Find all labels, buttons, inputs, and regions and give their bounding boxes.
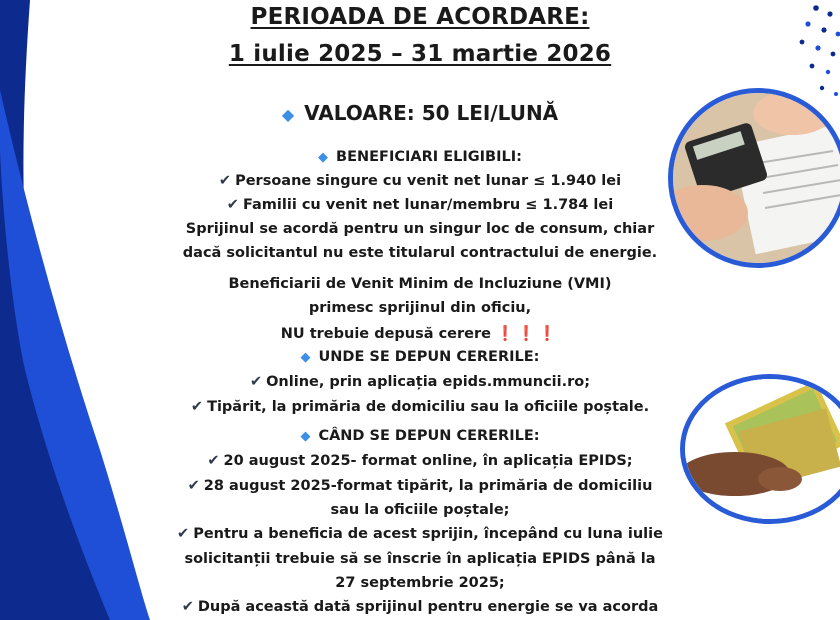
- eligible-note: Sprijinul se acordă pentru un singur loc de consum, chiar: [185, 221, 655, 237]
- diamond-bullet-icon: ◆: [281, 105, 295, 124]
- where-item: ✔ Online, prin aplicația epids.mmuncii.ro;: [249, 374, 591, 390]
- vmi-line: primesc sprijinul din oficiu,: [308, 300, 532, 316]
- check-icon: ✔: [226, 197, 239, 213]
- when-item-continued: solicitanții trebuie să se înscrie în aplicația EPIDS până la: [184, 551, 656, 567]
- check-icon: ✔: [190, 399, 204, 415]
- check-icon: ✔: [249, 374, 263, 390]
- diamond-bullet-icon: ◆: [300, 429, 311, 444]
- eligible-heading-line: [0, 149, 840, 165]
- diamond-bullet-icon: ◆: [318, 150, 329, 165]
- period-heading: PERIOADA DE ACORDARE:: [250, 4, 590, 30]
- when-item: ✔ După această dată sprijinul pentru energie se va acorda: [181, 599, 659, 615]
- vmi-line: Beneficiarii de Venit Minim de Incluziune (VMI): [228, 276, 612, 292]
- diamond-bullet-icon: ◆: [300, 350, 311, 365]
- check-icon: ✔: [177, 526, 190, 542]
- vmi-line: NU trebuie depusă cerere ❗❗❗: [280, 326, 560, 342]
- check-icon: ✔: [187, 478, 200, 494]
- where-heading-line: [0, 349, 840, 365]
- when-item: ✔ 20 august 2025- format online, în aplicația EPIDS;: [207, 453, 633, 469]
- when-item-continued: sau la oficiile poștale;: [330, 502, 510, 518]
- when-item: ✔ 28 august 2025-format tipărit, la primăria de domiciliu: [187, 478, 653, 494]
- when-item-continued: 27 septembrie 2025;: [335, 575, 505, 591]
- period-dates: 1 iulie 2025 – 31 martie 2026: [228, 41, 612, 67]
- when-heading: CÂND SE DEPUN CERERILE:: [318, 428, 540, 444]
- check-icon: ✔: [181, 599, 194, 615]
- where-item: ✔ Tipărit, la primăria de domiciliu sau la oficiile poștale.: [190, 399, 650, 415]
- eligible-item: ✔ Persoane singure cu venit net lunar ≤ 1.940 lei: [218, 173, 622, 189]
- value-text: VALOARE: 50 LEI/LUNĂ: [304, 101, 559, 125]
- check-icon: ✔: [207, 453, 220, 469]
- when-item: ✔ Pentru a beneficia de acest sprijin, începând cu luna iulie: [177, 526, 663, 542]
- eligible-item: ✔ Familii cu venit net lunar/membru ≤ 1.784 lei: [226, 197, 614, 213]
- where-heading: UNDE SE DEPUN CERERILE:: [318, 349, 540, 365]
- value-line: [0, 101, 840, 125]
- eligible-heading: BENEFICIARI ELIGIBILI:: [336, 149, 522, 165]
- exclamation-icon: ❗❗❗: [496, 326, 560, 342]
- eligible-note: dacă solicitantul nu este titularul contractului de energie.: [182, 245, 658, 261]
- check-icon: ✔: [218, 173, 232, 189]
- when-heading-line: [0, 428, 840, 444]
